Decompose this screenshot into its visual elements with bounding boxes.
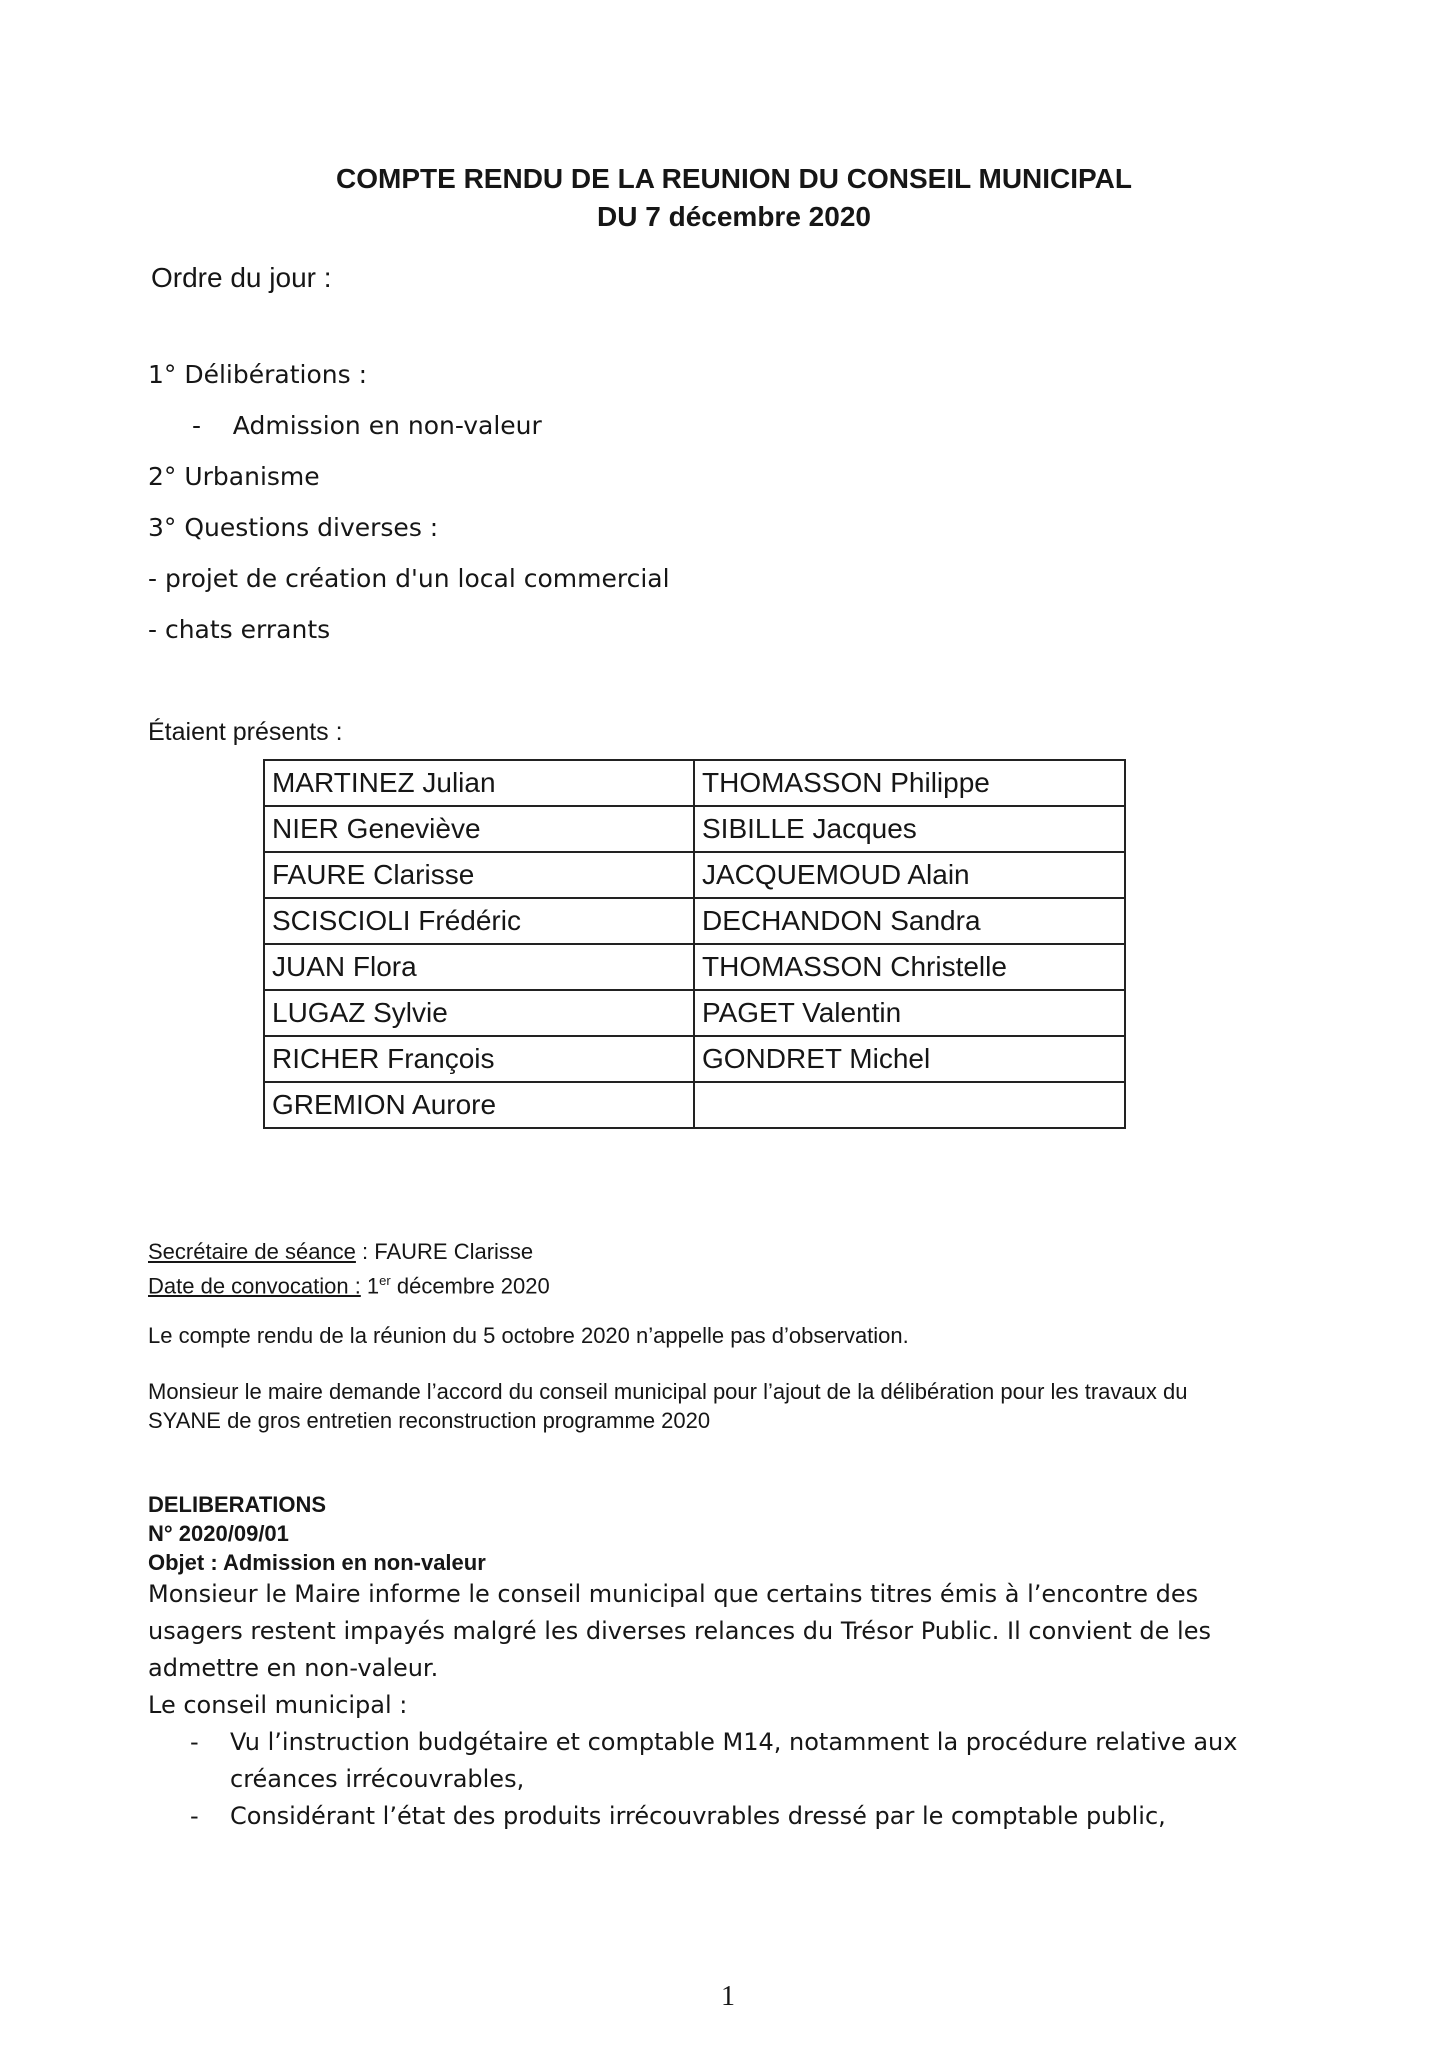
deliberation-text-2: Le conseil municipal :: [148, 1691, 408, 1719]
bullet-2-text: Considérant l’état des produits irrécouvrables dressé par le comptable public,: [230, 1802, 1166, 1830]
attendee-cell: SCISCIOLI Frédéric: [264, 898, 694, 944]
convocation-day: 1: [360, 1273, 380, 1299]
attendee-cell: [694, 1082, 1125, 1128]
paragraph-observation: Le compte rendu de la réunion du 5 octobre 2020 n’appelle pas d’observation.: [148, 1323, 909, 1348]
attendee-cell: GONDRET Michel: [694, 1036, 1125, 1082]
page-number: 1: [721, 1981, 735, 2012]
secretaire-value: : FAURE Clarisse: [355, 1239, 534, 1264]
attendee-cell: FAURE Clarisse: [264, 852, 694, 898]
attendee-cell: LUGAZ Sylvie: [264, 990, 694, 1036]
agenda-item-2: 2° Urbanisme: [148, 462, 320, 491]
attendance-row: [264, 760, 1125, 806]
title-line-2: DU 7 décembre 2020: [597, 201, 871, 232]
attendance-row: [264, 1082, 1125, 1128]
attendance-row: [264, 806, 1125, 852]
attendance-row: [264, 990, 1125, 1036]
attendee-cell: NIER Geneviève: [264, 806, 694, 852]
attendee-cell: RICHER François: [264, 1036, 694, 1082]
convocation-label: Date de convocation :: [148, 1273, 361, 1299]
deliberations-heading: DELIBERATIONS: [148, 1492, 327, 1517]
convocation-sup: er: [379, 1273, 391, 1288]
agenda-item-3: 3° Questions diverses :: [148, 513, 439, 542]
attendance-row: [264, 852, 1125, 898]
attendance-label: Étaient présents :: [148, 718, 343, 746]
convocation-line: [148, 1266, 550, 1300]
attendance-table: [263, 759, 1126, 1129]
attendance-row: [264, 898, 1125, 944]
attendee-cell: THOMASSON Philippe: [694, 760, 1125, 806]
deliberation-number: N° 2020/09/01: [148, 1521, 289, 1546]
attendee-cell: PAGET Valentin: [694, 990, 1125, 1036]
agenda-item-3-sub-1: - projet de création d'un local commercial: [148, 564, 670, 593]
attendee-cell: JACQUEMOUD Alain: [694, 852, 1125, 898]
deliberation-bullet-1: - Vu l’instruction budgétaire et comptable M14, notamment la procédure relative aux créances irrécouvrables,: [148, 1724, 1248, 1798]
ordre-du-jour-label: Ordre du jour :: [151, 262, 332, 293]
title-line-1: COMPTE RENDU DE LA REUNION DU CONSEIL MUNICIPAL: [336, 163, 1132, 194]
attendance-row: [264, 1036, 1125, 1082]
convocation-rest: décembre 2020: [390, 1273, 550, 1299]
attendee-cell: THOMASSON Christelle: [694, 944, 1125, 990]
deliberation-body: [148, 1576, 1248, 1835]
document-title: [0, 160, 1448, 236]
secretaire-label: Secrétaire de séance: [148, 1239, 356, 1264]
attendance-row: [264, 944, 1125, 990]
attendee-cell: GREMION Aurore: [264, 1082, 694, 1128]
deliberation-header: [148, 1490, 486, 1577]
agenda-item-3-sub-2: - chats errants: [148, 615, 331, 644]
agenda-list: [148, 356, 670, 662]
secretaire-line: [148, 1237, 550, 1266]
session-meta: [148, 1237, 550, 1300]
deliberation-objet: Objet : Admission en non-valeur: [148, 1550, 486, 1575]
attendee-cell: SIBILLE Jacques: [694, 806, 1125, 852]
attendee-cell: MARTINEZ Julian: [264, 760, 694, 806]
bullet-1-text: Vu l’instruction budgétaire et comptable M14, notamment la procédure relative aux créances irrécouvrables,: [230, 1728, 1238, 1793]
attendee-cell: DECHANDON Sandra: [694, 898, 1125, 944]
paragraph-ajout-deliberation: Monsieur le maire demande l’accord du conseil municipal pour l’ajout de la délibération pour les travaux du SYANE de gros entretien reconstruction programme 2020: [148, 1379, 1188, 1433]
attendee-cell: JUAN Flora: [264, 944, 694, 990]
agenda-item-1: 1° Délibérations :: [148, 360, 368, 389]
agenda-item-1-sub: - Admission en non-valeur: [192, 411, 542, 440]
deliberation-bullet-2: - Considérant l’état des produits irrécouvrables dressé par le comptable public,: [148, 1798, 1248, 1835]
deliberation-text-1: Monsieur le Maire informe le conseil municipal que certains titres émis à l’encontre des usagers restent impayés malgré les diverses relances du Trésor Public. Il convient de les admettre en non-valeur.: [148, 1580, 1211, 1682]
